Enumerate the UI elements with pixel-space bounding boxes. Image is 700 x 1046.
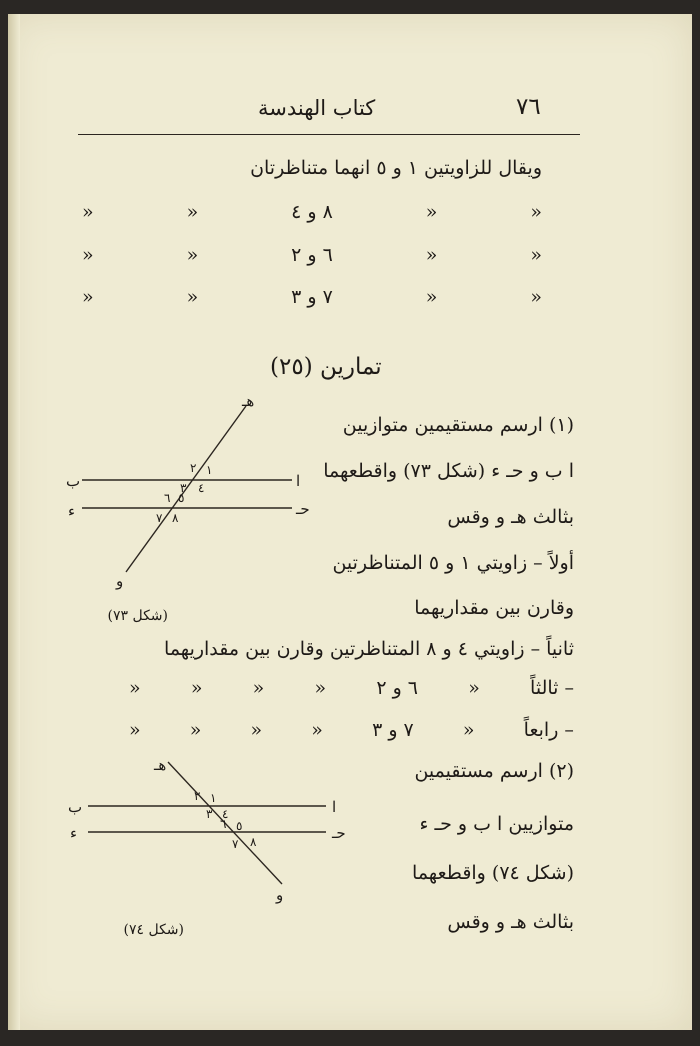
ditto-mark: » [82, 286, 94, 308]
ditto-mark: » [186, 286, 199, 308]
angle-number: ٦ [220, 817, 227, 831]
point-label-a: ا [332, 798, 337, 816]
ex1-line: ثانياً – زاويتي ٤ و ٨ المتناظرتين وقارن بين مقداريهما [164, 638, 574, 660]
book-page [8, 14, 692, 1030]
angle-number: ٢ [190, 461, 197, 475]
ex1-line: (١) ارسم مستقيمين متوازيين [342, 414, 574, 436]
point-label-f: و [276, 886, 284, 904]
ditto-mark: » [468, 677, 480, 699]
ditto-mark: » [425, 286, 438, 308]
ex2-line: (شكل ٧٤) واقطعهما [412, 862, 574, 884]
ditto-mark: » [186, 244, 199, 266]
angle-number: ٣ [180, 481, 187, 495]
ditto-mark: » [425, 244, 438, 266]
ex2-line: (٢) ارسم مستقيمين [414, 760, 574, 782]
angle-number: ٨ [250, 835, 257, 849]
ditto-row [82, 286, 542, 308]
ditto-mark: » [186, 201, 199, 223]
point-label-e: هـ [154, 756, 167, 774]
ordinal-label: رابعاً – [523, 719, 574, 741]
angle-number: ٥ [236, 819, 243, 833]
ex1-line: ا ب و حـ ء (شكل ٧٣) واقطعهما [323, 460, 574, 482]
angle-number: ٤ [222, 807, 229, 821]
figure-73 [60, 394, 330, 634]
ditto-row [82, 244, 542, 266]
angle-number: ٣ [206, 807, 213, 821]
angle-pair: ٦ و ٢ [291, 244, 333, 266]
ditto-mark: » [252, 677, 265, 699]
angle-number: ٧ [232, 837, 239, 851]
ditto-mark: » [314, 677, 327, 699]
figure-74 [60, 754, 350, 954]
figure-caption: (شكل ٧٤) [123, 922, 184, 938]
angle-number: ٧ [156, 511, 163, 525]
ditto-mark: » [311, 719, 323, 741]
angle-number: ١ [210, 791, 217, 805]
page-number: ٧٦ [516, 94, 541, 120]
ditto-mark: » [129, 677, 141, 699]
intro-sentence: ويقال للزاويتين ١ و ٥ انهما متناظرتان [250, 157, 542, 179]
exercises-heading: تمارين (٢٥) [270, 354, 382, 380]
point-label-d: ء [68, 502, 76, 520]
ditto-mark: » [530, 286, 542, 308]
ditto-mark: » [189, 719, 202, 741]
ditto-mark: » [530, 244, 542, 266]
ditto-mark: » [530, 201, 542, 223]
ditto-mark: » [129, 719, 141, 741]
point-label-e: هـ [242, 394, 255, 410]
book-title: كتاب الهندسة [258, 96, 376, 120]
angle-number: ٨ [172, 511, 179, 525]
ditto-mark: » [190, 677, 203, 699]
point-label-a: ا [296, 472, 301, 490]
ditto-row [82, 201, 542, 223]
angle-pair: ٧ و ٣ [291, 286, 333, 308]
point-label-f: و [116, 572, 124, 590]
point-label-c: حـ [332, 824, 346, 842]
page-spine-shadow [8, 14, 20, 1030]
angle-number: ٦ [164, 491, 171, 505]
point-label-b: ب [68, 798, 83, 816]
ditto-mark: » [425, 201, 438, 223]
point-label-d: ء [70, 824, 78, 842]
point-label-c: حـ [296, 500, 310, 518]
ex1-line: بثالث هـ و وقس [447, 506, 574, 528]
ditto-mark: » [82, 201, 94, 223]
angle-pair: ٨ و ٤ [291, 201, 333, 223]
angle-number: ١ [206, 463, 213, 477]
ex1-line: أولاً – زاويتي ١ و ٥ المتناظرتين [332, 552, 574, 574]
ordinal-label: ثالثاً – [530, 677, 574, 699]
angle-number: ٥ [178, 491, 185, 505]
angle-number: ٢ [194, 789, 201, 803]
ditto-mark: » [462, 719, 475, 741]
ex2-line: بثالث هـ و وقس [447, 911, 574, 933]
angle-number: ٤ [198, 481, 205, 495]
figure-caption: (شكل ٧٣) [107, 608, 168, 624]
ex1-line: وقارن بين مقداريهما [414, 597, 574, 619]
point-label-b: ب [66, 472, 81, 490]
ex1-ditto-row [129, 719, 574, 741]
ditto-mark: » [82, 244, 94, 266]
ditto-mark: » [250, 719, 263, 741]
angle-pair: ٧ و ٣ [372, 719, 414, 741]
angle-pair: ٦ و ٢ [376, 677, 419, 699]
header-rule [78, 134, 580, 135]
ex2-line: متوازيين ا ب و حـ ء [419, 813, 574, 835]
ex1-ditto-row [129, 677, 574, 699]
